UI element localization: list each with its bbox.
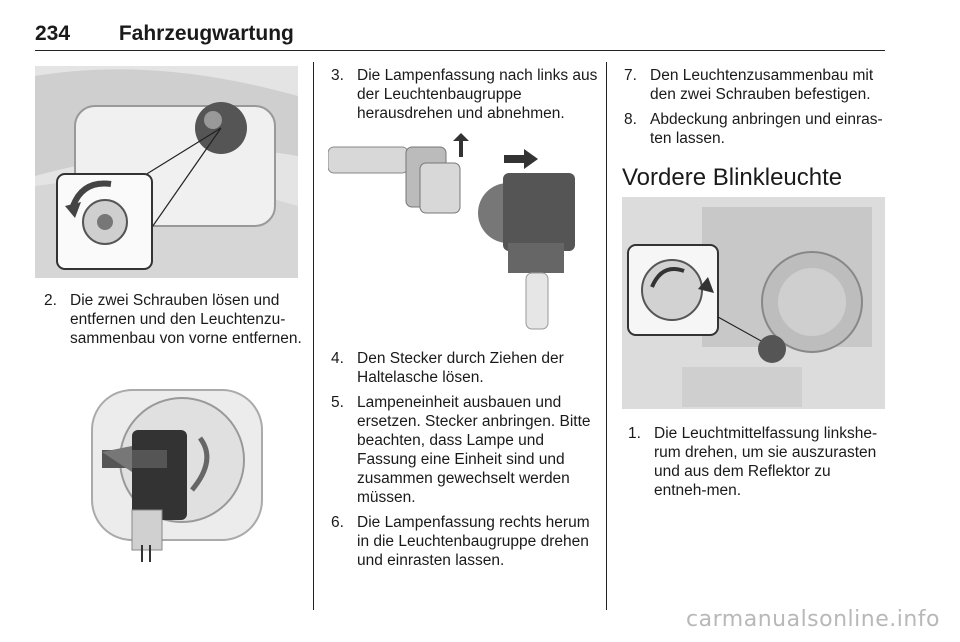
fog-lamp-removal-illustration	[35, 66, 298, 278]
page-title: Fahrzeugwartung	[118, 22, 294, 45]
list-item: 5. Lampeneinheit ausbauen und ersetzen. Stecker anbringen. Bitte beachten, dass Lampe und Fassung eine Einheit sind und zusammen gewechselt werden müssen.	[331, 394, 591, 506]
list-item: 7. Den Leuchtenzusammenbau mit den zwei Schrauben befestigen.	[624, 67, 874, 103]
fog-lamp-connector-illustration	[82, 350, 282, 565]
list-item: 3. Die Lampenfassung nach links aus der Leuchtenbaugruppe herausdrehen und abnehmen.	[331, 67, 598, 122]
watermark: carmanualsonline.info	[686, 607, 940, 632]
page-number: 234	[35, 22, 71, 45]
page-header	[35, 22, 294, 46]
list-item: 8. Abdeckung anbringen und einras-ten lassen.	[624, 111, 883, 147]
list-item: 2. Die zwei Schrauben lösen und entfernen und den Leuchtenzu-sammenbau von vorne entfernen.	[44, 292, 302, 347]
column-divider-1	[313, 62, 314, 610]
section-heading: Vordere Blinkleuchte	[622, 164, 843, 191]
list-item: 4. Den Stecker durch Ziehen der Haltelasche lösen.	[331, 350, 564, 386]
bulb-socket-illustration	[328, 133, 598, 333]
step-list-col2b	[331, 349, 599, 576]
step-list-col1	[44, 291, 306, 354]
header-rule	[35, 50, 885, 51]
turn-signal-illustration	[622, 197, 885, 409]
list-item: 1. Die Leuchtmittelfassung linkshe-rum drehen, um sie auszurasten und aus dem Reflektor zu entneh-men.	[628, 425, 878, 499]
step-list-col3b	[628, 424, 886, 506]
list-item: 6. Die Lampenfassung rechts herum in die Leuchtenbaugruppe drehen und einrasten lassen.	[331, 514, 590, 569]
column-divider-2	[606, 62, 607, 610]
step-list-col3	[624, 66, 886, 154]
step-list-col2a	[331, 66, 599, 129]
